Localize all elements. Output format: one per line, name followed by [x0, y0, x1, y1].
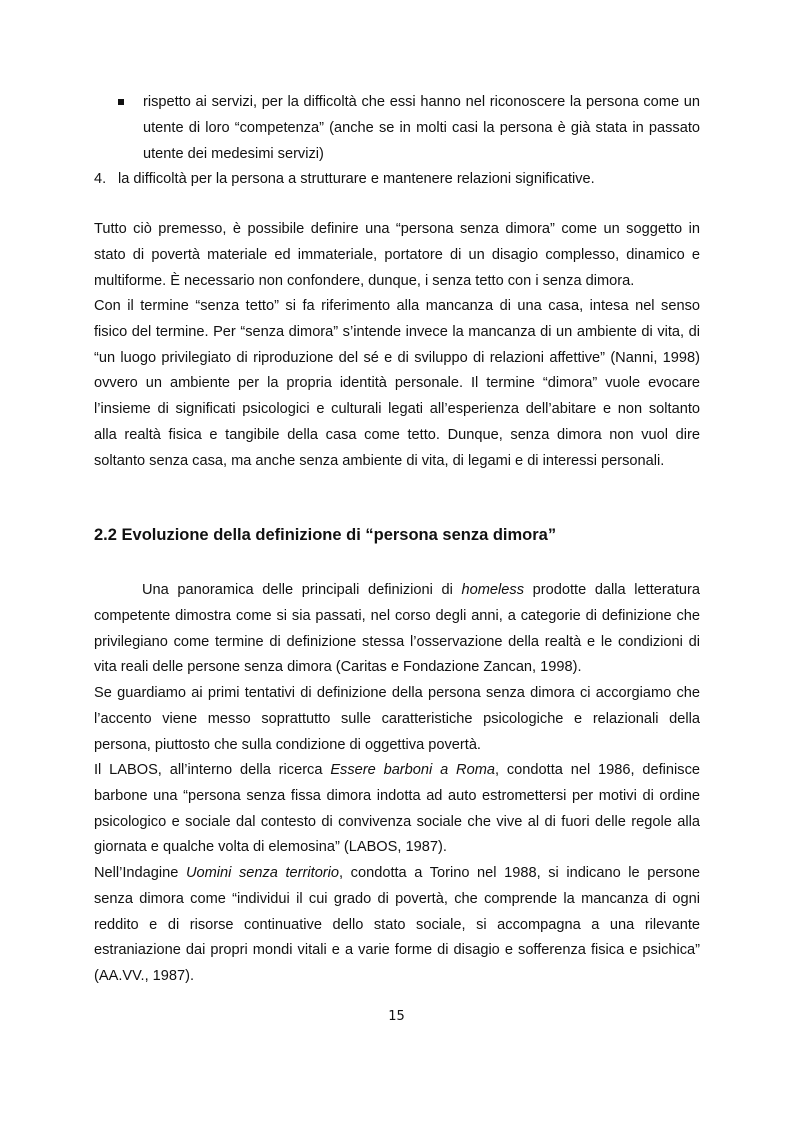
italic-term: homeless: [461, 582, 524, 598]
list-number: 4.: [94, 171, 107, 187]
text-line: rispetto ai servizi, per la difficoltà che essi hanno nel riconoscere la persona come un: [143, 94, 700, 110]
text-line: competente dimostra come si sia passati, nel corso degli anni, a categorie di definizione che: [94, 607, 700, 624]
text-line: utente di loro “competenza” (anche se in molti casi la persona è già stata in passato: [143, 119, 700, 136]
numbered-list-item: [94, 167, 595, 193]
bullet-text: [143, 90, 700, 167]
text-run: prodotte dalla letteratura: [524, 582, 700, 598]
italic-title: Uomini senza territorio: [185, 865, 340, 881]
text-line: soltanto senza casa, ma anche senza ambiente di vita, di legami e di interessi personali.: [94, 452, 665, 469]
paragraph-1: [94, 217, 700, 294]
page-number: 15: [388, 1009, 405, 1024]
text-line: fisico del termine. Per “senza dimora” s’intende invece la mancanza di un ambiente di vita, di: [94, 323, 700, 340]
text-line: stato di povertà materiale ed immateriale, portatore di un disagio complesso, dinamico e: [94, 246, 700, 263]
paragraph-6: [94, 861, 700, 990]
square-bullet-icon: [118, 99, 124, 105]
text-line: ovvero un ambiente per la propria identità personale. Il termine “dimora” vuole evocare: [94, 375, 700, 392]
text-run: Una panoramica delle principali definizioni di: [142, 582, 462, 598]
text-run: , condotta nel 1986, definisce: [494, 762, 700, 778]
text-line: alla realtà fisica e tangibile della casa come tetto. Dunque, senza dimora non vuol dire: [94, 426, 700, 443]
text-line: utente dei medesimi servizi): [143, 145, 324, 162]
text-line: reddito e di risorse continuative dello stato sociale, si accompagna a una rilevante: [94, 916, 700, 933]
text-line: Tutto ciò premesso, è possibile definire una “persona senza dimora” come un soggetto in: [94, 221, 700, 237]
text-line: [94, 758, 700, 784]
text-line: privilegiano come termine di definizione stessa l’osservazione della realtà e le condizioni di: [94, 633, 700, 650]
text-line: [94, 861, 700, 887]
text-run: , condotta a Torino nel 1988, si indicano le persone: [339, 865, 700, 881]
paragraph-2: [94, 294, 700, 475]
list-text: la difficoltà per la persona a strutturare e mantenere relazioni significative.: [118, 171, 595, 187]
text-line: persona, piuttosto che sulla condizione di oggettiva povertà.: [94, 736, 481, 753]
italic-title: Essere barboni a Roma: [330, 762, 495, 778]
text-run: Il LABOS, all’interno della ricerca: [94, 762, 331, 778]
paragraph-3: [94, 578, 700, 681]
text-run: Nell’Indagine: [94, 865, 186, 881]
text-line: Se guardiamo ai primi tentativi di definizione della persona senza dimora ci accorgiamo che: [94, 685, 700, 701]
text-line: l’insieme di significati psicologici e culturali legati all’esperienza dell’abitare e non soltanto: [94, 401, 700, 418]
text-line: Con il termine “senza tetto” si fa riferimento alla mancanza di una casa, intesa nel senso: [94, 298, 700, 314]
text-line: psicologico e sociale dal contesto di convivenza sociale che vive al di fuori delle regole alla: [94, 813, 700, 830]
text-line: vita reali delle persone senza dimora (Caritas e Fondazione Zancan, 1998).: [94, 659, 582, 676]
section-heading: 2.2 Evoluzione della definizione di “persona senza dimora”: [94, 526, 557, 544]
text-line: senza dimora come “individui il cui grado di povertà, che comprende la mancanza di ogni: [94, 890, 700, 907]
text-line: (AA.VV., 1987).: [94, 968, 195, 985]
text-line: l’accento viene messo soprattutto sulle caratteristiche psicologiche e relazionali della: [94, 710, 700, 727]
text-line: estraniazione dai propri mondi vitali e a varie forme di disagio e sofferenza fisica e psichica”: [94, 942, 700, 959]
paragraph-5: [94, 758, 700, 861]
text-line: multiforme. È necessario non confondere, dunque, i senza tetto con i senza dimora.: [94, 272, 635, 289]
text-line: “un luogo privilegiato di riproduzione del sé e di sviluppo di relazioni affettive” (Nanni, 1998): [94, 349, 700, 366]
paragraph-4: [94, 681, 700, 758]
text-line: barbone una “persona senza fissa dimora indotta ad auto estromettersi per motivi di ordine: [94, 787, 700, 804]
text-line: [94, 578, 700, 604]
text-line: giornata e qualche volta di elemosina” (LABOS, 1987).: [94, 839, 447, 856]
